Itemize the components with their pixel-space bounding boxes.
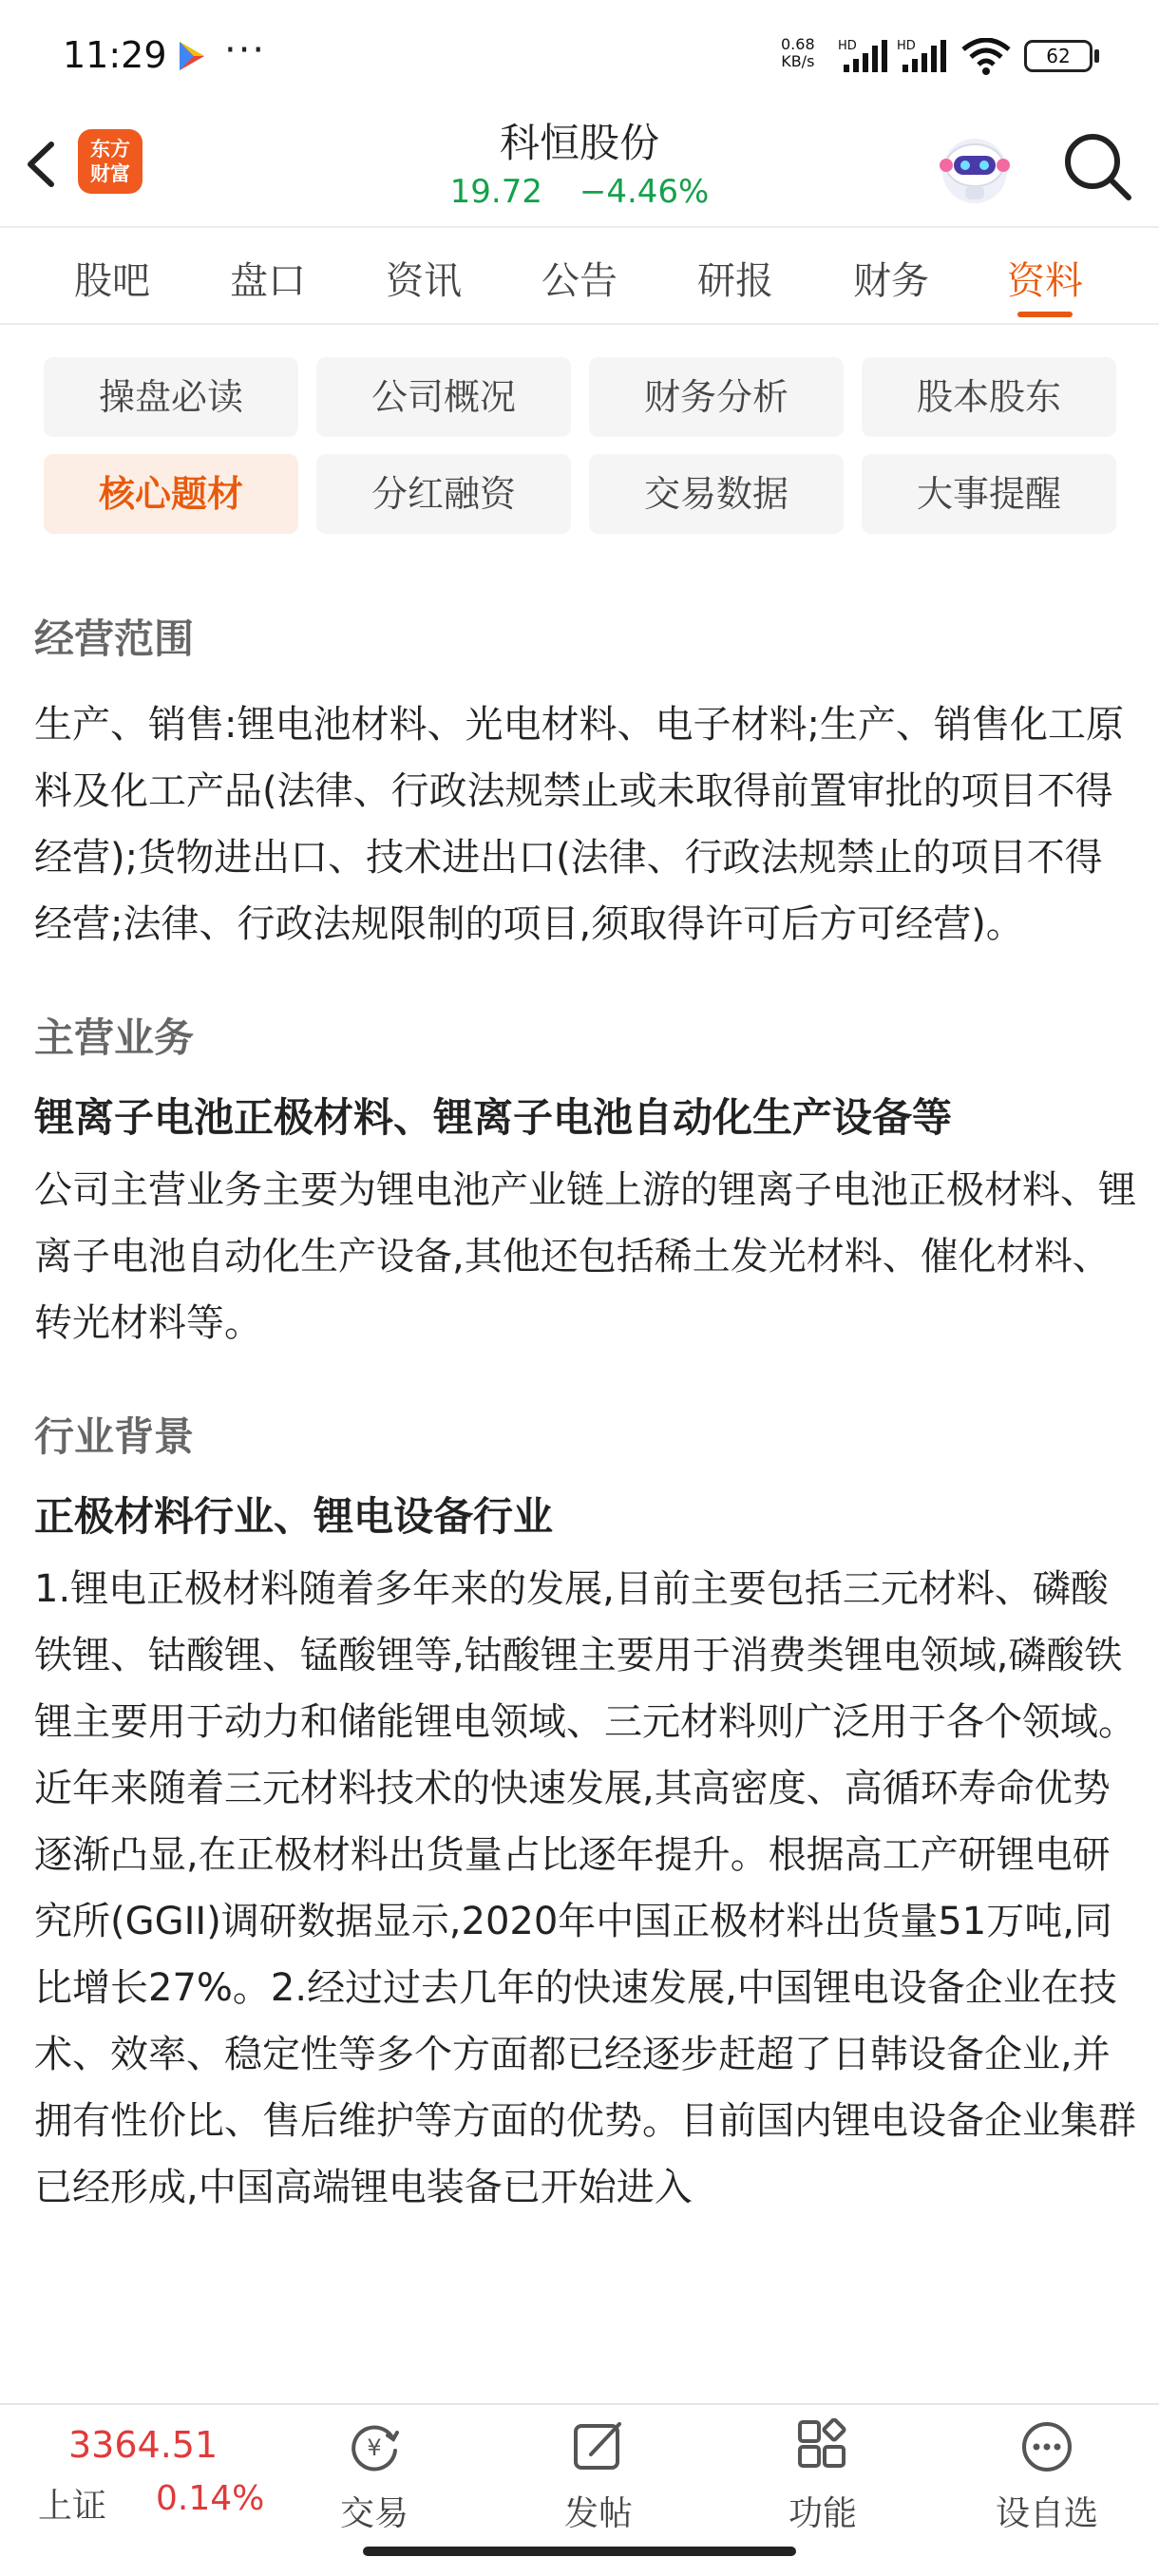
wifi-icon — [961, 38, 1011, 76]
signal-icon — [838, 38, 891, 76]
index-value: 3364.51 — [68, 2424, 218, 2466]
status-time: 11:29 — [63, 34, 167, 76]
chip-shareholders[interactable]: 股本股东 — [862, 357, 1116, 437]
industry-background-subtitle: 正极材料行业、锂电设备行业 — [34, 1493, 554, 1540]
bottom-bar — [0, 2403, 1159, 2538]
tab-pankou[interactable]: 盘口 — [230, 259, 306, 303]
stock-name: 科恒股份 — [499, 120, 659, 166]
active-tab-indicator — [1017, 312, 1073, 317]
battery-tip — [1094, 49, 1099, 63]
core-themes-content — [34, 608, 1136, 2221]
nav-add-watchlist[interactable] — [971, 2405, 1123, 2538]
svg-text:¥: ¥ — [367, 2434, 382, 2461]
tab-research[interactable]: 研报 — [697, 259, 773, 303]
chip-trading-must-read[interactable]: 操盘必读 — [44, 357, 298, 437]
app-logo[interactable]: 东方 财富 — [78, 129, 142, 194]
stock-header — [0, 112, 1159, 228]
nav-post-label: 发帖 — [563, 2494, 633, 2533]
business-scope-text: 生产、销售:锂电池材料、光电材料、电子材料;生产、销售化工原料及化工产品(法律、行政法规禁止或未取得前置审批的项目不得经营);货物进出口、技术进出口(法律、行政法规禁止的项目不得经营;法律、行政法规限制的项目,须取得许可后方可经营)。 — [34, 703, 1124, 946]
trade-icon — [346, 2418, 403, 2475]
tab-profile[interactable]: 资料 — [1007, 259, 1083, 303]
stock-change: −4.46% — [579, 173, 710, 211]
nav-functions[interactable] — [747, 2405, 899, 2538]
nav-trade-label: 交易 — [339, 2494, 408, 2533]
chip-trading-data[interactable]: 交易数据 — [589, 454, 844, 534]
signal-icon-2 — [897, 38, 950, 76]
nav-trade[interactable] — [298, 2405, 450, 2538]
more-icon — [1018, 2418, 1075, 2475]
chip-core-themes[interactable]: 核心题材 — [44, 454, 298, 534]
index-name: 上证 — [38, 2487, 107, 2526]
section-title-industry-background: 行业背景 — [34, 1413, 195, 1460]
tab-news[interactable]: 资讯 — [386, 259, 462, 303]
tab-announcements[interactable]: 公告 — [542, 259, 618, 303]
search-icon[interactable] — [1054, 123, 1140, 209]
tab-finance[interactable]: 财务 — [853, 259, 929, 303]
chip-company-overview[interactable]: 公司概况 — [316, 357, 571, 437]
robot-assistant-icon[interactable] — [931, 123, 1018, 211]
industry-background-text: 1.锂电正极材料随着多年来的发展,目前主要包括三元材料、磷酸铁锂、钴酸锂、锰酸锂等,钴酸锂主要用于消费类锂电领域,磷酸铁锂主要用于动力和储能锂电领域、三元材料则广泛用于各个领域。近年来随着三元材料技术的快速发展,其高密度、高循环寿命优势逐渐凸显,在正极材料出货量占比逐年提升。根据高工产研锂电研究所(GGII)调研数据显示,2020年中国正极材料出货量51万吨,同比增长27%。2.经过过去几年的快速发展,中国锂电设备企业在技术、效率、稳定性等多个方面都已经逐步赶超了日韩设备企业,并拥有性价比、售后维护等方面的优势。目前国内锂电设备企业集群已经形成,中国高端锂电装备已开始进入 — [34, 1567, 1136, 2209]
home-indicator[interactable] — [363, 2547, 796, 2556]
grid-icon — [794, 2418, 851, 2475]
network-speed: 0.68 KB/s — [781, 35, 815, 70]
main-business-text: 公司主营业务主要为锂电池产业链上游的锂离子电池正极材料、锂离子电池自动化生产设备,其他还包括稀土发光材料、催化材料、转光材料等。 — [34, 1168, 1136, 1345]
section-title-main-business: 主营业务 — [34, 1014, 195, 1061]
section-title-business-scope: 经营范围 — [34, 616, 195, 662]
compose-icon — [570, 2418, 627, 2475]
nav-post[interactable] — [522, 2405, 674, 2538]
svg-text:HD: HD — [838, 39, 857, 53]
chip-major-events[interactable]: 大事提醒 — [862, 454, 1116, 534]
chip-dividends-financing[interactable]: 分红融资 — [316, 454, 571, 534]
svg-text:HD: HD — [897, 39, 916, 53]
chip-financial-analysis[interactable]: 财务分析 — [589, 357, 844, 437]
stock-price: 19.72 — [449, 173, 543, 211]
status-bar — [0, 0, 1159, 112]
battery-icon: 62 — [1024, 40, 1092, 72]
main-business-subtitle: 锂离子电池正极材料、锂离子电池自动化生产设备等 — [34, 1094, 953, 1141]
nav-functions-label: 功能 — [788, 2494, 857, 2533]
tab-guba[interactable]: 股吧 — [74, 259, 150, 303]
index-change: 0.14% — [156, 2479, 265, 2518]
play-store-icon — [177, 40, 207, 72]
more-notifications-icon: ··· — [224, 28, 267, 72]
main-tabs — [0, 228, 1159, 325]
nav-add-watchlist-label: 设自选 — [995, 2494, 1098, 2533]
